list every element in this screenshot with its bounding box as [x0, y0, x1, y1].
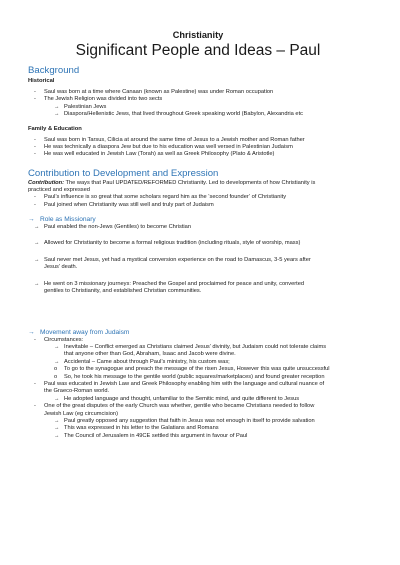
subsection-heading-role-as-missionary: → Role as Missionary: [28, 216, 96, 224]
list-item: - Saul was born in Tarsus, Cilicia at around the same time of Jesus to a Jewish mother and Roman father: [34, 136, 305, 143]
list-item: - He was technically a diaspora Jew but due to his education was well versed in Palestinian Judaism: [34, 144, 293, 151]
list-item: → Saul never met Jesus, yet had a mystical conversion experience on the road to Damascus, 3-5 years after Jesus’ death.: [34, 256, 311, 271]
list-sub-item: → Paul greatly opposed any suggestion that faith in Jesus was not enough in itself to provide salvation: [54, 417, 315, 424]
list-item: - Paul was educated in Jewish Law and Greek Philosophy enabling him with the language and cultural nuance of the Graeco-Roman world.: [34, 380, 325, 395]
subsection-heading-movement-away: → Movement away from Judaism: [28, 328, 130, 336]
list-item: → He went on 3 missionary journeys: Preached the Gospel and proclaimed for peace and unity, converted gentiles to Christianity, and established Christian communities.: [34, 280, 305, 295]
document-title: Significant People and Ideas – Paul: [75, 42, 321, 59]
list-item: - Paul’s influence is so great that some scholars regard him as the ‘second founder’ of Christianity: [34, 194, 287, 201]
subheading-historical: Historical: [28, 78, 55, 84]
list-sub-item: o So, he took his message to the gentile world (public squares/marketplaces) and found greater reception: [54, 373, 325, 380]
list-item: - Paul joined when Christianity was still well and truly part of Judaism: [34, 201, 214, 208]
subheading-family-education: Family & Education: [28, 125, 82, 132]
list-sub-item: → Diaspora/Hellenistic Jews, that lived throughout Greek speaking world (Babylon, Alexandria etc: [54, 111, 303, 118]
list-item: - The Jewish Religion was divided into two sects: [34, 96, 163, 103]
list-item: - He was well educated in Jewish Law (Torah) as well as Greek Philosophy (Plato & Aristotle): [34, 151, 275, 158]
list-sub-item: → Inevitable – Conflict emerged as Christians claimed Jesus’ divinity, but Judaism could not tolerate claims that anyone other than God, Abraham, Isaac and Jacob were divine.: [54, 343, 327, 358]
list-item: - Circumstances:: [34, 336, 84, 343]
contribution-intro: Contribution: The ways that Paul UPDATED/REFORMED Christianity. Led to developments of how Christianity is practiced and expressed: [28, 179, 316, 194]
document-subject: Christianity: [172, 30, 224, 40]
contribution-label: Contribution:: [28, 179, 65, 186]
list-sub-item: → This was expressed in his letter to the Galatians and Romans: [54, 425, 219, 432]
list-sub-item: o To go to the synagogue and preach the message of the risen Jesus, However this was quite unsuccessful: [54, 366, 330, 373]
list-sub-item: → Accidental – Came about through Paul’s ministry, his custom was;: [54, 358, 230, 365]
list-sub-item: → Palestinian Jews: [54, 103, 107, 110]
list-item: - Saul was born at a time where Canaan (known as Palestine) was under Roman occupation: [34, 89, 274, 95]
section-heading-background: Background: [28, 65, 80, 76]
list-item: → Allowed for Christianity to become a formal religious tradition (including rituals, style of worship, mass): [34, 240, 301, 247]
section-heading-contribution: Contribution to Development and Expression: [28, 167, 219, 179]
list-item: - One of the great disputes of the early Church was whether, gentile who became Christians needed to follow Jewish Law (eg circumcision): [34, 403, 315, 417]
list-sub-item: → He adopted language and thought, unfamiliar to the Semitic mind, and quite different to Jesus: [54, 395, 300, 402]
list-item: → Paul enabled the non-Jews (Gentiles) to become Christian: [34, 224, 192, 231]
list-sub-item: → The Council of Jerusalem in 49CE settled this argument in favour of Paul: [54, 432, 248, 439]
